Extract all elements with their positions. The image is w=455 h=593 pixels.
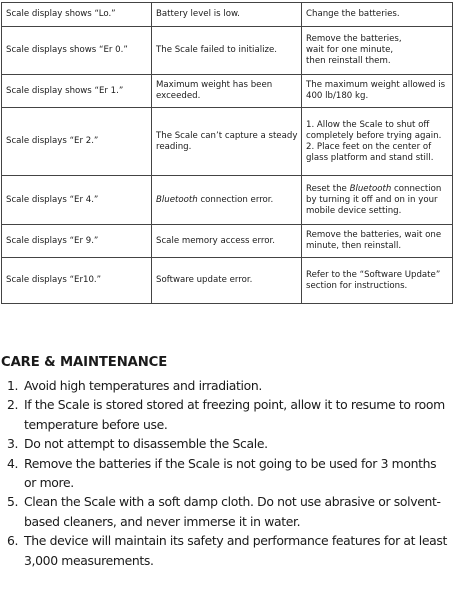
item-text: The device will maintain its safety and performance features for at least 3,000 measurements. [24,533,447,568]
list-item [0,531,450,570]
table-row [2,75,453,108]
item-text: Avoid high temperatures and irradiation. [24,378,262,393]
item-text: If the Scale is stored stored at freezing point, allow it to resume to room temperature before use. [24,397,445,432]
bluetooth-italic: Bluetooth [156,194,198,205]
care-list [0,376,450,570]
item-text: Clean the Scale with a soft damp cloth. Do not use abrasive or solvent-based cleaners, and never immerse it in water. [24,494,441,529]
problem-cell: Scale displays shows “Er 0.” [2,27,152,75]
solution-cell: Remove the batteries, wait for one minute, then reinstall them. [302,27,453,75]
table-row [2,3,453,27]
cause-cell: Bluetooth connection error. [152,176,302,225]
problem-cell: Scale displays “Er10.” [2,258,152,304]
cause-cell: The Scale failed to initialize. [152,27,302,75]
table-row [2,225,453,258]
item-number: 6. [7,533,19,549]
item-number: 1. [7,378,19,393]
solution-cell: Reset the Bluetooth connection by turning it off and on in your mobile device setting. [302,176,453,225]
item-number: 4. [7,455,19,471]
item-text: Remove the batteries if the Scale is not going to be used for 3 months or more. [24,455,437,491]
item-number: 3. [7,436,19,452]
problem-cell: Scale displays “Er 2.” [2,108,152,176]
list-item [0,395,450,434]
item-number: 5. [7,494,19,510]
list-item [0,492,450,531]
problem-cell: Scale displays “Er 9.” [2,225,152,258]
problem-cell: Scale display shows “Er 1.” [2,75,152,108]
problem-cell: Scale display shows “Lo.” [2,3,152,27]
cause-cell: Scale memory access error. [152,225,302,258]
table-row [2,108,453,176]
cause-cell: Battery level is low. [152,3,302,27]
care-heading: CARE & MAINTENANCE [1,355,168,370]
cause-cell: Maximum weight has been exceeded. [152,75,302,108]
table-row [2,27,453,75]
solution-cell: 1. Allow the Scale to shut off completely before trying again. 2. Place feet on the center of glass platform and stand still. [302,108,453,176]
list-item [0,376,450,395]
item-number: 2. [7,397,19,413]
table-row [2,258,453,304]
problem-cell: Scale displays “Er 4.” [2,176,152,225]
list-item [0,434,450,453]
troubleshooting-table [1,2,453,304]
list-item [0,454,450,493]
solution-cell: The maximum weight allowed is 400 lb/180 kg. [302,75,453,108]
solution-cell: Remove the batteries, wait one minute, then reinstall. [302,225,453,258]
item-text: Do not attempt to disassemble the Scale. [24,436,268,452]
cause-cell: The Scale can’t capture a steady reading. [152,108,302,176]
table-row [2,176,453,225]
cause-cell: Software update error. [152,258,302,304]
solution-cell: Change the batteries. [302,3,453,27]
solution-cell: Refer to the “Software Update” section for instructions. [302,258,453,304]
